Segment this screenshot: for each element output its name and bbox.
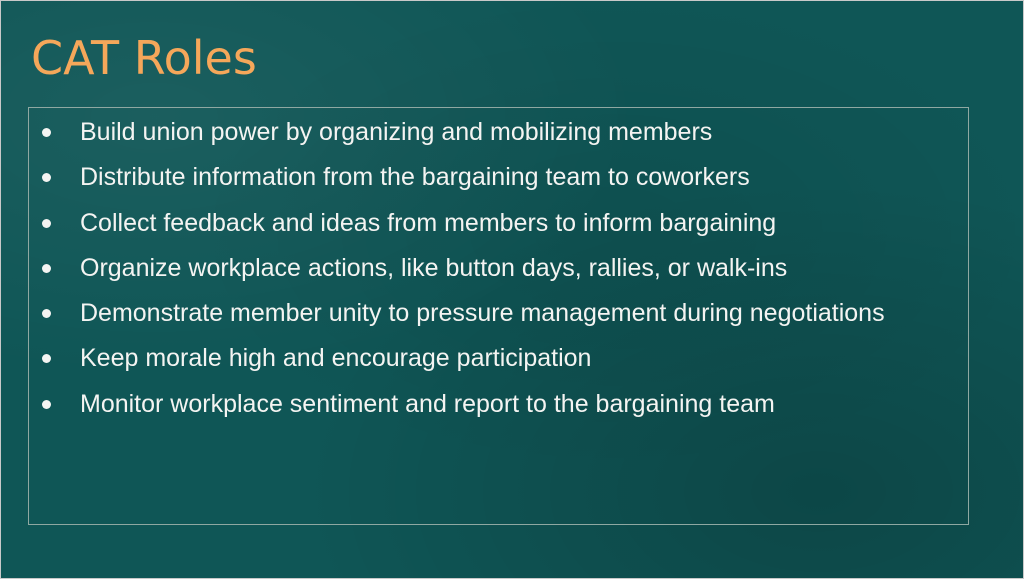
bullet-dot-icon [42,354,51,363]
bullet-dot-icon [42,309,51,318]
bullet-text: Monitor workplace sentiment and report to the bargaining team [80,389,775,418]
bullet-text: Keep morale high and encourage participation [80,344,592,373]
bullet-dot-icon [42,219,51,228]
bullet-dot-icon [42,264,51,273]
bullet-text: Organize workplace actions, like button days, rallies, or walk-ins [80,253,788,282]
bullet-text: Demonstrate member unity to pressure management during negotiations [80,299,885,328]
bullet-item [29,291,968,336]
bullet-text: Collect feedback and ideas from members to inform bargaining [80,208,777,237]
content-box [28,107,969,525]
bullet-text: Distribute information from the bargaining team to coworkers [80,163,750,192]
slide-title: CAT Roles [31,31,257,85]
bullet-list [29,110,968,427]
bullet-dot-icon [42,128,51,137]
bullet-item [29,382,968,427]
bullet-text: Build union power by organizing and mobilizing members [80,118,713,146]
bullet-item [29,246,968,291]
bullet-item [29,155,968,200]
bullet-dot-icon [42,173,51,182]
bullet-item [29,201,968,246]
bullet-dot-icon [42,400,51,409]
bullet-item [29,336,968,381]
bullet-item [29,110,968,155]
